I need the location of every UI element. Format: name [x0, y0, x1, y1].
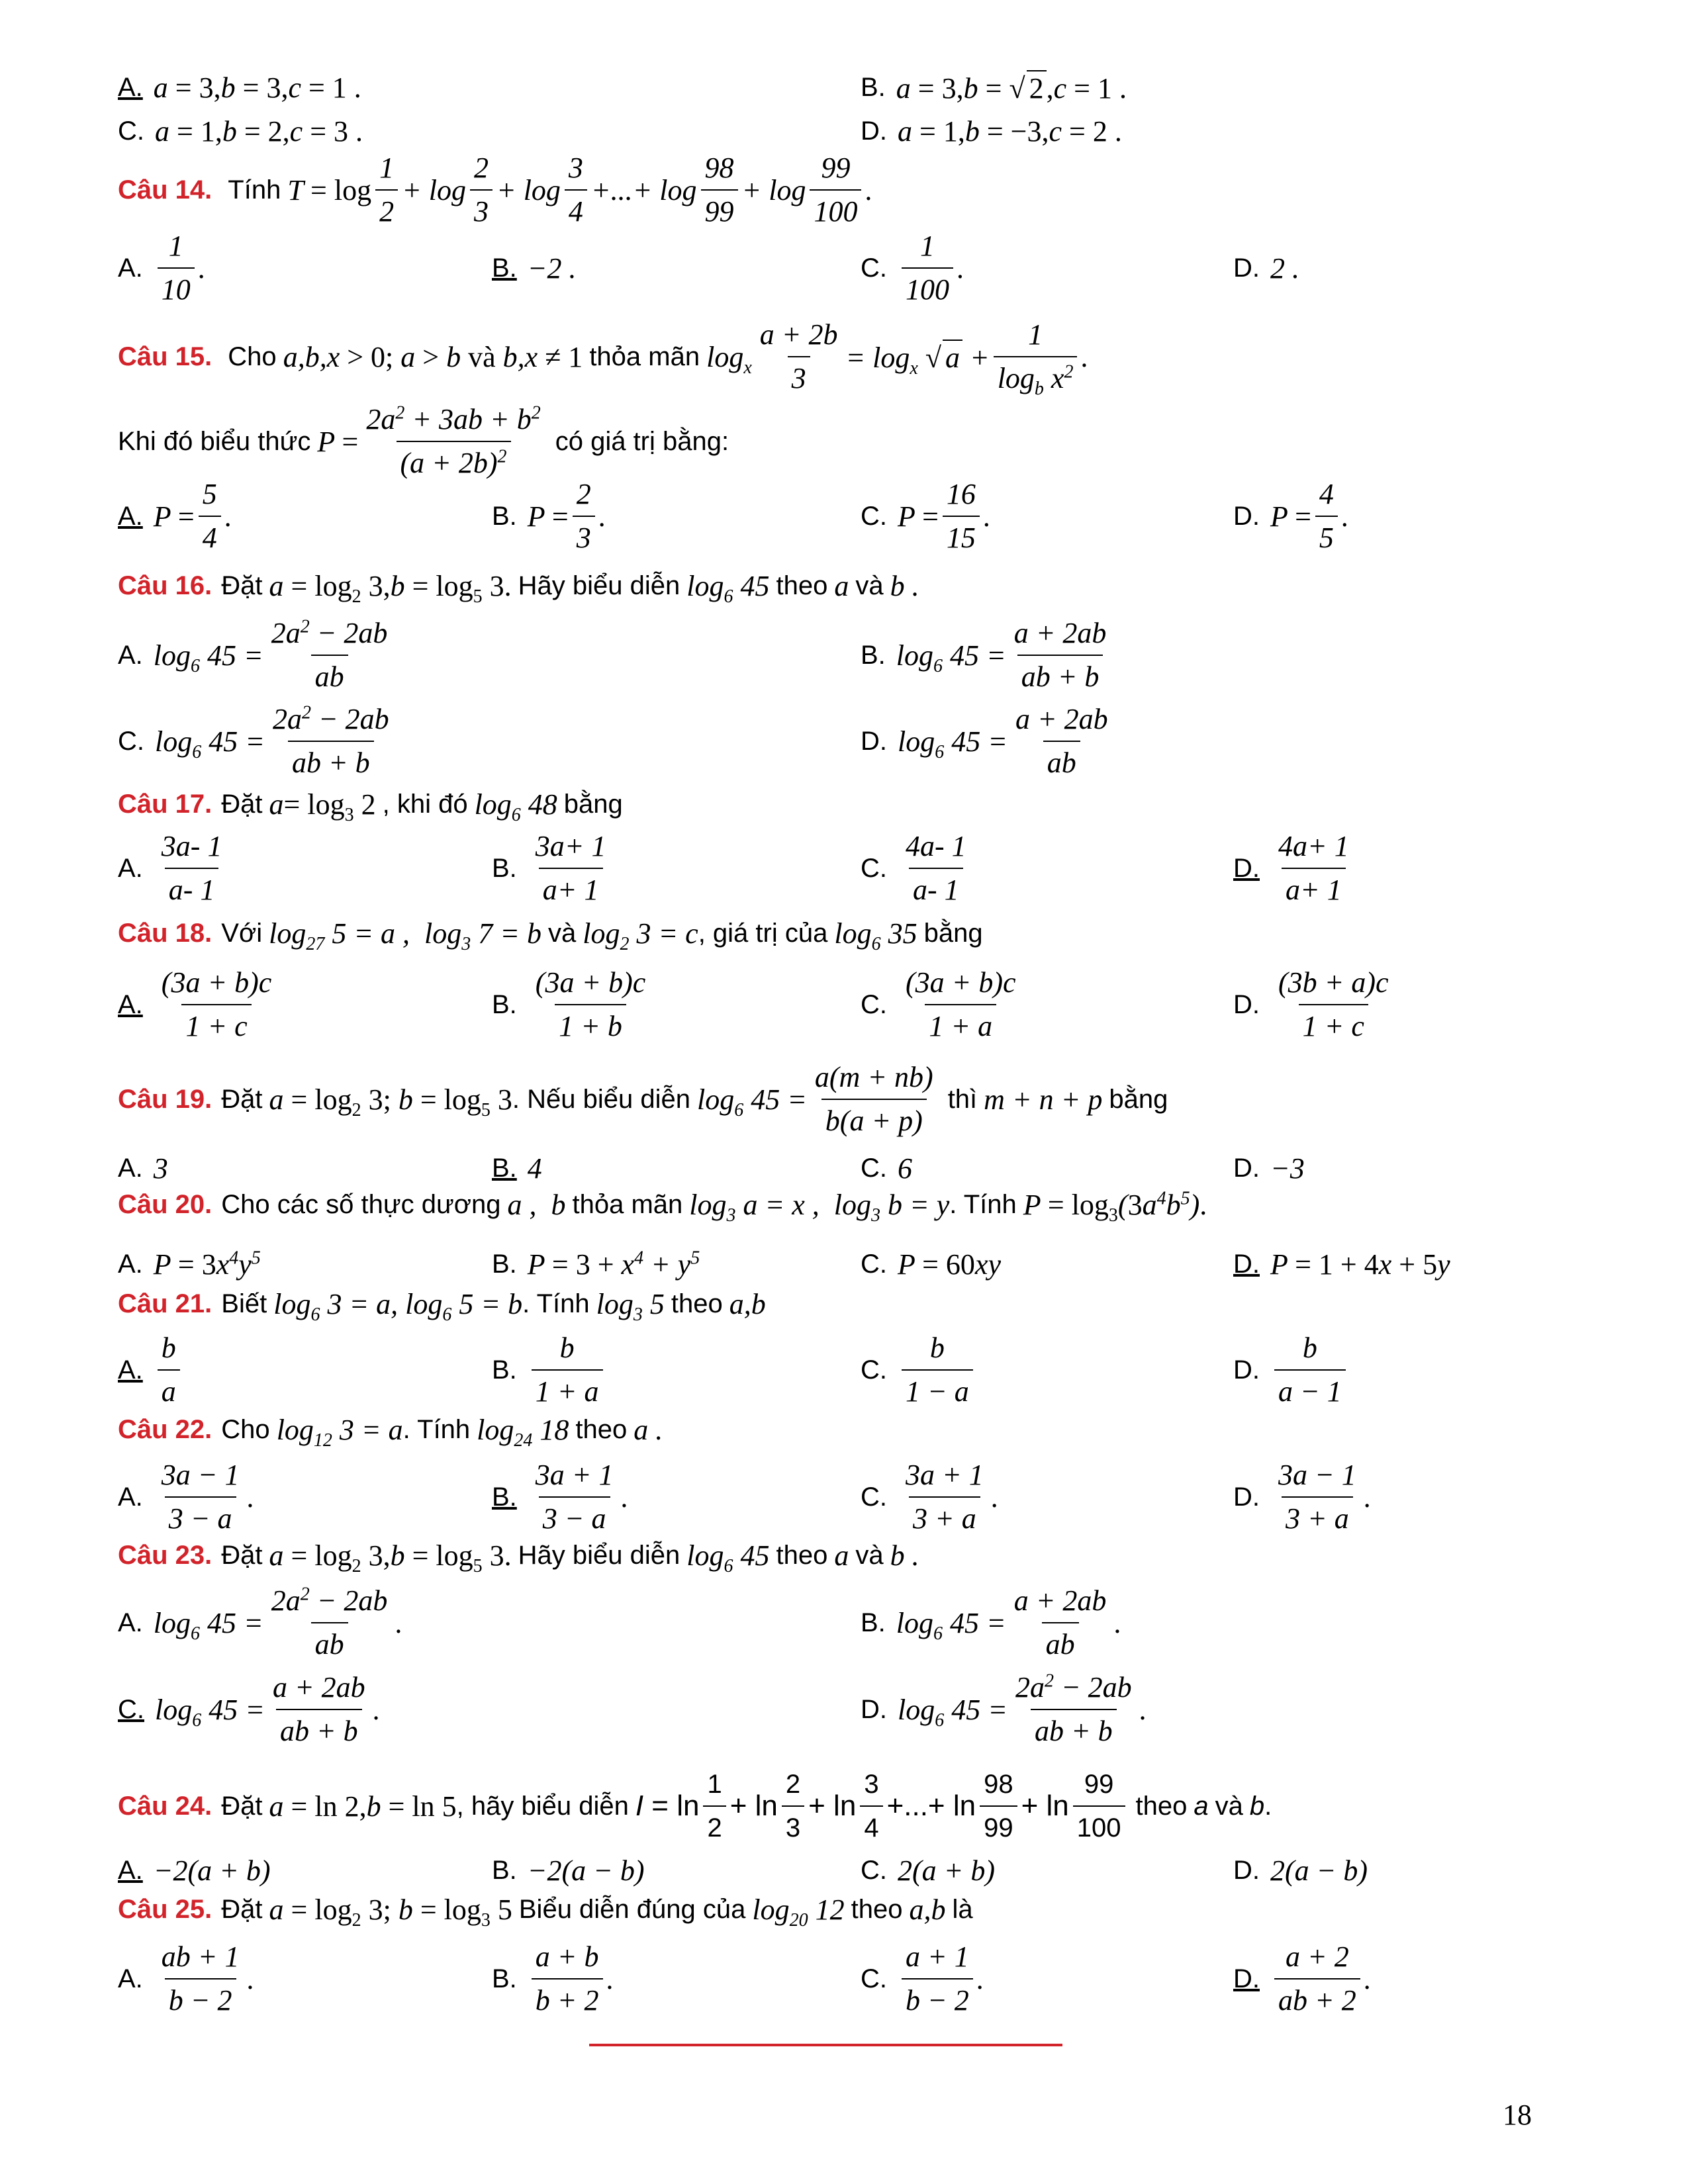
question-16: Câu 16. Đặt $a = \log_2 3,b = \log_5 3$. Hãy biểu diễn $\log_6 45$ theo a và b .: [118, 570, 919, 607]
question-18: Câu 18. Với $\log_{27} 5 = a$ , $\log_3 7 = b$ và $\log_2 3 = c$ , giá trị của $\log_6 35$ bằng: [118, 917, 983, 954]
question-21: Câu 21. Biết $\log_6 3 = a$, $\log_6 5 = b$ . Tính $\log_3 5$ theo a,b: [118, 1288, 766, 1325]
q19-option-a[interactable]: A. 3: [118, 1152, 168, 1185]
question-24: Câu 24. Đặt a = ln 2,b = ln 5 , hãy biểu diễn I = ln $\frac{1}{2}$ + ln $\frac{2}{3}$ + ln $\frac{3}{4}$ +...+ ln $\frac{98}{99}$ + ln $\frac{99}{100}$ theo a và b .: [118, 1767, 1272, 1845]
question-14: Câu 14. Tính T = log $\frac{1}{2}$ + log $\frac{2}{3}$ + log $\frac{3}{4}$ +...+ log $\frac{98}{99}$ + log $\frac{99}{100}$ .: [118, 152, 873, 228]
q16-option-a[interactable]: A. $\log_6 45$ = $\frac{2a^2 - 2ab}{ab}$: [118, 616, 388, 693]
q22-option-d[interactable]: D. $\frac{3a - 1}{3 + a}$ .: [1233, 1459, 1372, 1535]
q17-option-c[interactable]: C. $\frac{4a- 1}{a- 1}$: [861, 830, 966, 906]
q20-option-d[interactable]: D. P = 1 + 4x + 5y: [1233, 1248, 1450, 1281]
q24-option-b[interactable]: B. −2(a − b): [492, 1854, 645, 1887]
question-15-expression: Khi đó biểu thức P = $\frac{2a^2 + 3ab + b^2}{(a + 2b)^2}$ có giá trị bằng:: [118, 402, 729, 479]
q18-option-a[interactable]: A. $\frac{(3a + b)c}{1 + c}$: [118, 966, 272, 1042]
q23-options-row-1: [118, 1584, 1574, 1661]
q18-option-c[interactable]: C. $\frac{(3a + b)c}{1 + a}$: [861, 966, 1016, 1042]
q21-option-b[interactable]: B. $\frac{b}{1 + a}$: [492, 1343, 607, 1396]
q17-option-a[interactable]: A. $\frac{3a- 1}{a- 1}$: [118, 830, 222, 906]
q25-option-c[interactable]: C. $\frac{a + 1}{b - 2}$ .: [861, 1940, 984, 2017]
q22-option-c[interactable]: C. $\frac{3a + 1}{3 + a}$ .: [861, 1459, 999, 1535]
q25-option-b[interactable]: B. $\frac{a + b}{b + 2}$ .: [492, 1940, 614, 2017]
question-23: Câu 23. Đặt $a = \log_2 3,b = \log_5 3$. Hãy biểu diễn $\log_6 45$ theo a và b .: [118, 1539, 919, 1576]
q24-option-c[interactable]: C. 2(a + b): [861, 1854, 996, 1887]
q18-options: [118, 966, 1574, 1042]
q25-option-d[interactable]: D. $\frac{a + 2}{ab + 2}$ .: [1233, 1940, 1372, 2017]
q23-options-row-2: [118, 1670, 1574, 1747]
q14-options: [118, 230, 1574, 306]
q23-option-d[interactable]: D. $\log_6 45$ = $\frac{2a^2 - 2ab}{ab + b}$ .: [861, 1670, 1147, 1747]
q19-option-c[interactable]: C. 6: [861, 1152, 912, 1185]
q23-option-c[interactable]: C. $\log_6 45$ = $\frac{a + 2ab}{ab + b}$ .: [118, 1671, 381, 1747]
question-20: Câu 20. Cho các số thực dương a , b thỏa mãn $\log_3 a = x$ , $\log_3 b = y$ . Tính $P = \log_3(3a^4b^5)$.: [118, 1188, 1207, 1226]
q22-options: [118, 1459, 1574, 1535]
q13-option-b[interactable]: B. a = 3,b = √ 2,c = 1 .: [861, 61, 1127, 114]
question-17: Câu 17. Đặt $a= \log_3 2$ , khi đó $\log_6 48$ bằng: [118, 788, 623, 825]
q15-option-a[interactable]: A. P = $\frac{5}{4}$ .: [118, 478, 232, 554]
q17-options: [118, 830, 1574, 906]
q23-option-a[interactable]: A. $\log_6 45$ = $\frac{2a^2 - 2ab}{ab}$ .: [118, 1584, 403, 1661]
q15-options: [118, 478, 1574, 554]
q24-option-d[interactable]: D. 2(a − b): [1233, 1854, 1368, 1887]
q16-options-row-1: [118, 616, 1574, 693]
q24-options: [118, 1844, 1574, 1897]
q21-option-c[interactable]: C. $\frac{b}{1 - a}$: [861, 1343, 977, 1396]
page-number: 18: [1503, 2099, 1532, 2131]
q16-option-d[interactable]: D. $\log_6 45$ = $\frac{a + 2ab}{ab}$: [861, 703, 1108, 779]
q14-option-c[interactable]: C. $\frac{1}{100}$ .: [861, 230, 964, 306]
q21-option-d[interactable]: D. $\frac{b}{a - 1}$: [1233, 1343, 1350, 1396]
q13-option-d[interactable]: D. a = 1,b = −3,c = 2 .: [861, 114, 1122, 148]
q24-option-a[interactable]: A. −2(a + b): [118, 1854, 271, 1887]
q14-option-a[interactable]: A. $\frac{1}{10}$ .: [118, 230, 206, 306]
q13-options-row-2: [118, 105, 1574, 158]
q14-option-b[interactable]: B. −2 .: [492, 251, 577, 285]
q16-option-b[interactable]: B. $\log_6 45$ = $\frac{a + 2ab}{ab + b}$: [861, 617, 1107, 693]
q17-option-b[interactable]: B. $\frac{3a+ 1}{a+ 1}$: [492, 830, 606, 906]
q20-option-a[interactable]: A. $P = 3x^4y^5$: [118, 1247, 261, 1281]
q25-option-a[interactable]: A. $\frac{ab + 1}{b - 2}$ .: [118, 1940, 255, 2017]
q22-option-b[interactable]: B. $\frac{3a + 1}{3 - a}$ .: [492, 1459, 629, 1535]
q16-option-c[interactable]: C. $\log_6 45$ = $\frac{2a^2 - 2ab}{ab + b}$: [118, 702, 389, 779]
q22-option-a[interactable]: A. $\frac{3a - 1}{3 - a}$ .: [118, 1459, 255, 1535]
q20-option-c[interactable]: C. P = 60xy: [861, 1248, 1001, 1281]
q19-option-d[interactable]: D. −3: [1233, 1152, 1305, 1185]
q19-option-b[interactable]: B. 4: [492, 1152, 542, 1185]
q14-option-d[interactable]: D. 2 .: [1233, 251, 1299, 285]
q13-option-c[interactable]: C. a = 1,b = 2,c = 3 .: [118, 114, 363, 148]
q19-options: [118, 1142, 1574, 1195]
q15-option-d[interactable]: D. P = $\frac{4}{5}$ .: [1233, 478, 1349, 554]
q25-options: [118, 1940, 1574, 2017]
q18-option-b[interactable]: B. $\frac{(3a + b)c}{1 + b}$: [492, 966, 646, 1042]
q18-option-d[interactable]: D. $\frac{(3b + a)c}{1 + c}$: [1233, 966, 1389, 1042]
question-22: Câu 22. Cho $\log_{12} 3 = a$ . Tính $\log_{24} 18$ theo a .: [118, 1414, 663, 1451]
q20-option-b[interactable]: B. $P = 3 + x^4 + y^5$: [492, 1247, 700, 1281]
question-25: Câu 25. Đặt $a = \log_2 3$; $b = \log_3 5$ Biểu diễn đúng của $\log_{20} 12$ theo a,b là: [118, 1893, 973, 1931]
q21-option-a[interactable]: A. $\frac{b}{a}$: [118, 1343, 184, 1396]
q13-option-a[interactable]: A. a = 3,b = 3,c = 1 .: [118, 71, 361, 104]
q17-option-d[interactable]: D. $\frac{4a+ 1}{a+ 1}$: [1233, 830, 1349, 906]
q23-option-b[interactable]: B. $\log_6 45$ = $\frac{a + 2ab}{ab}$ .: [861, 1584, 1122, 1661]
q16-options-row-2: [118, 702, 1574, 779]
q15-option-b[interactable]: B. P = $\frac{2}{3}$ .: [492, 478, 606, 554]
question-15: Câu 15. Cho a,b,x > 0; a > b và b,x ≠ 1 thỏa mãn $\log_x$ $\frac{a + 2b}{3}$ = $\log_x$ √ a + $\frac{1}{\log_b x^2}$ .: [118, 318, 1089, 399]
q20-options: [118, 1238, 1574, 1291]
question-19: Câu 19. Đặt $a = \log_2 3$; $b = \log_5 3$ . Nếu biểu diễn $\log_6 45$ = $\frac{a(m + nb)}{b(a + p)}$ thì m + n + p bằng: [118, 1061, 1168, 1137]
q21-options: [118, 1332, 1574, 1408]
q15-option-c[interactable]: C. P = $\frac{16}{15}$ .: [861, 478, 991, 554]
end-divider: [589, 2044, 1062, 2046]
